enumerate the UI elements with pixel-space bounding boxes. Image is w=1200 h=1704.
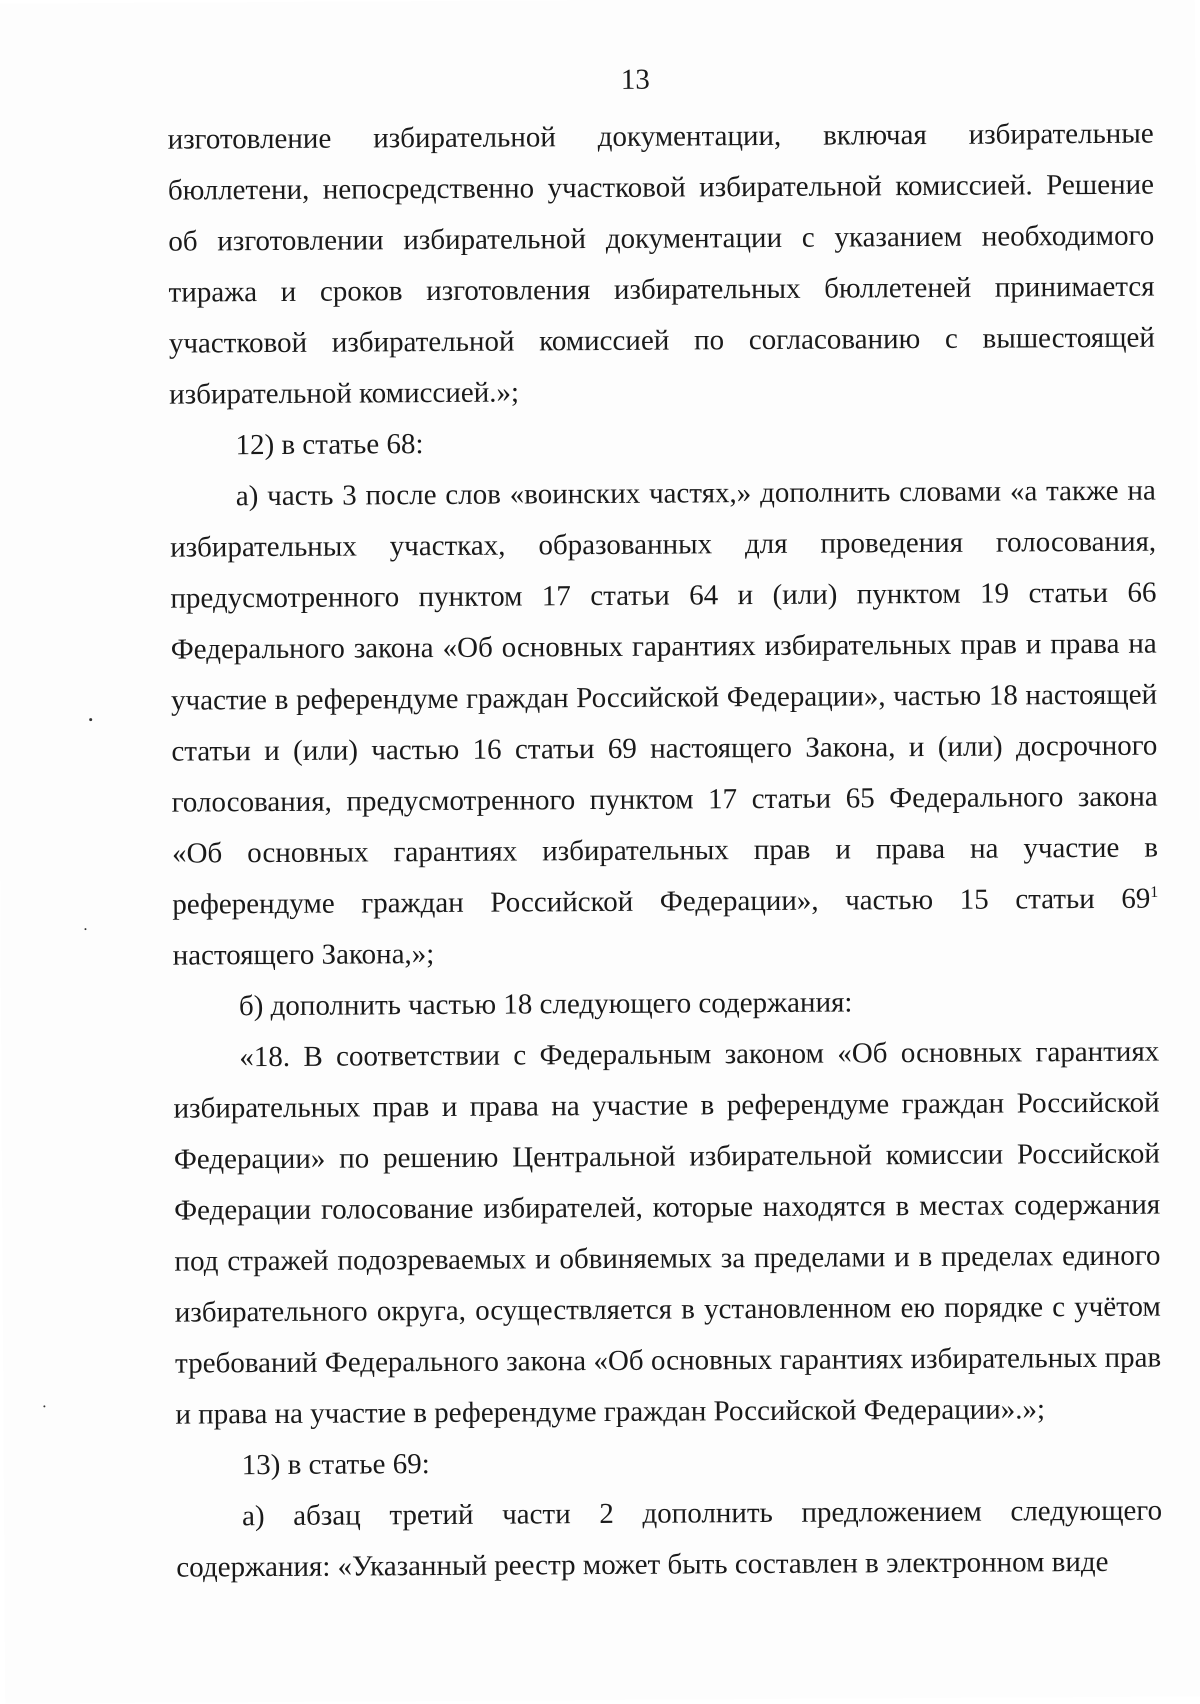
paragraph-item-12a-tail: настоящего Закона,»; bbox=[172, 938, 435, 972]
paragraph-continuation: изготовление избирательной документации, включая избирательные бюллетени, непосредственно участковой избирательной комиссией. Решение об изготовлении избирательной документации с указанием необходимого тиража и сроков изготовления избирательных бюллетеней принимается участковой избирательной комиссией по согласованию с вышестоящей избирательной комиссией.»; bbox=[167, 117, 1155, 411]
page-number: 13 bbox=[620, 63, 650, 96]
paragraph-item-13-heading: 13) в статье 69: bbox=[241, 1448, 430, 1482]
paragraph-item-12-heading: 12) в статье 68: bbox=[235, 428, 424, 462]
paragraph-item-12a bbox=[170, 466, 1159, 982]
paragraph-part-18: «18. В соответствии с Федеральным законом «Об основных гарантиях избирательных прав и права на участие в референдуме граждан Российской Федерации» по решению Центральной избирательной комиссии Российской Федерации голосование избирателей, которые находятся в местах содержания под стражей подозреваемых и обвиняемых за пределами и в пределах единого избирательного округа, осуществляется в установленном ею порядке с учётом требований Федерального закона «Об основных гарантиях избирательных прав и права на участие в референдуме граждан Российской Федерации».»; bbox=[173, 1035, 1162, 1431]
scan-speck bbox=[43, 1405, 45, 1407]
scan-speck bbox=[89, 718, 92, 721]
paragraph-item-12b: б) дополнить частью 18 следующего содержания: bbox=[238, 986, 853, 1023]
document-body bbox=[167, 109, 1162, 1594]
paragraph-item-12a-text: а) часть 3 после слов «воинских частях,» дополнить словами «а также на избирательных участках, образованных для проведения голосования, предусмотренного пунктом 17 статьи 64 и (или) пунктом 19 статьи 66 Федерального закона «Об основных гарантиях избирательных прав и права на участие в референдуме граждан Российской Федерации», частью 18 настоящей статьи и (или) частью 16 статьи 69 настоящего Закона, и (или) досрочного голосования, предусмотренного пунктом 17 статьи 65 Федерального закона «Об основных гарантиях избирательных прав и права на участие в референдуме граждан Российской Федерации», частью 15 статьи 69 bbox=[170, 474, 1159, 921]
paragraph-item-13a: а) абзац третий части 2 дополнить предложением следующего содержания: «Указанный реестр может быть составлен в электронном виде bbox=[176, 1494, 1163, 1584]
scan-speck bbox=[84, 928, 86, 930]
superscript-mark: 1 bbox=[1150, 883, 1159, 901]
